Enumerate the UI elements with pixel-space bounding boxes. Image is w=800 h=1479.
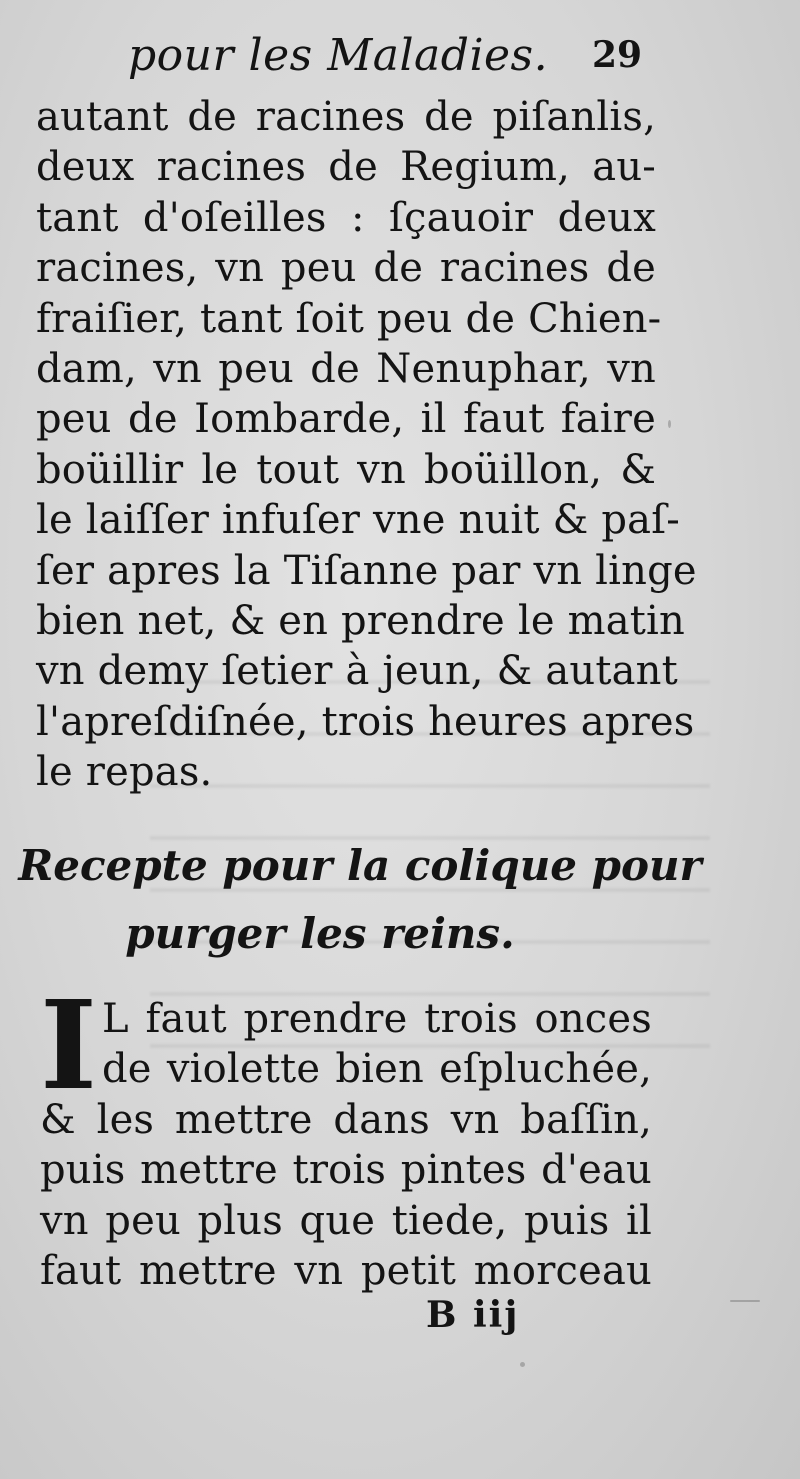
text-line: le repas. [36,749,213,796]
text-line: dam, vn peu de Nenuphar, vn [36,345,656,392]
ink-speck [520,1362,525,1367]
text-line: tant d'oſeilles : ſçauoir deux [36,194,656,241]
text-line: deux racines de Regium, au- [36,144,656,191]
paragraph-1 [36,92,697,797]
text-line: puis mettre trois pintes d'eau [40,1147,652,1194]
text-line: vn demy ſetier à jeun, & autant [36,648,678,695]
ink-speck [668,420,671,428]
page-number: 29 [592,34,643,76]
text-line: faut mettre vn petit morceau [40,1247,652,1294]
section-heading-line-2: purger les reins. [125,909,515,958]
text-line: racines, vn peu de racines de [36,245,656,292]
text-line: L faut prendre trois onces [102,996,652,1042]
text-line: boüillir le tout vn boüillon, & [36,446,656,493]
text-line: & les mettre dans vn baſſin, [40,1096,652,1143]
text-line: le laiſſer infuſer vne nuit & paſ- [36,497,680,544]
running-head [0,30,800,90]
section-heading-line-1: Recepte pour la colique pour [18,841,702,890]
text-line: peu de Iombarde, il faut faire [36,396,656,443]
signature-mark: B iij [426,1294,520,1336]
text-line: bien net, & en prendre le matin [36,597,686,644]
paragraph-2 [40,994,652,1296]
text-line: de violette bien eſpluchée, [102,1046,652,1093]
text-line: vn peu plus que tiede, puis il [40,1197,652,1244]
text-line: ſer apres la Tiſanne par vn linge [36,547,697,594]
drop-cap: I [40,973,98,1117]
text-line: l'apreſdiſnée, trois heures apres [36,698,695,745]
ink-speck [730,1300,760,1302]
text-line: fraiſier, tant ſoit peu de Chien- [36,295,662,342]
text-line: autant de racines de piſanlis, [36,94,656,140]
running-head-title: pour les Maladies. [128,30,549,81]
